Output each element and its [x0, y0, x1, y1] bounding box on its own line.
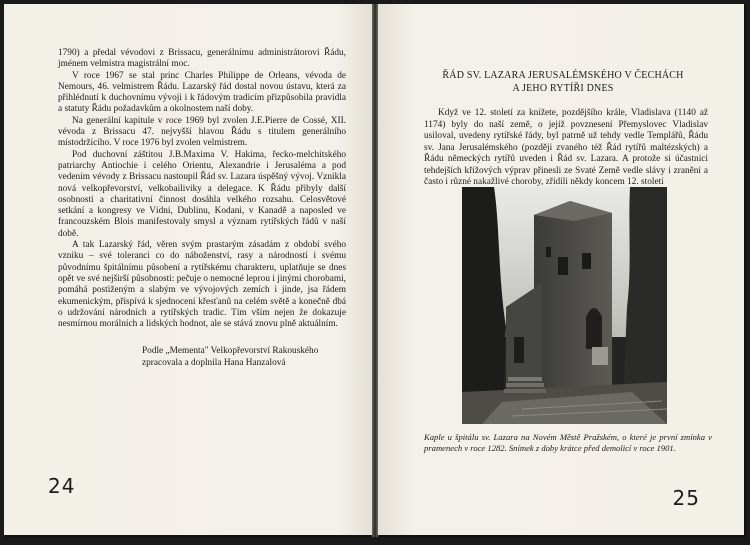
page-number-right: 25	[672, 486, 700, 510]
chapter-title-line-1: ŘÁD SV. LAZARA JERUSALÉMSKÉHO V ČECHÁCH	[442, 70, 684, 81]
paragraph: A tak Lazarský řád, věren svým prastarým zásadám z období svého vzniku – své toleranci co do náboženství, rasy a národností i svému původnímu špitálnímu působení a rytířskému charakteru, uplatňuje se dnes opět ve své nejširší působnosti: pečuje o nemocné leprou i jinými chorobami, pomáhá postiženým a slabým ve vývojových zemích i jinde, jsa řádem ekumenickým, přispívá k sjednocení křesťanů na celém světě a konečně dbá o udržování národních a rytířských tradic. Tím vším nejen že dokazuje nesmírnou morálních a lidských hodnot, ale se stává znovu plně aktuálním.	[58, 240, 346, 330]
photo-caption: Kaple u špitálu sv. Lazara na Novém Městě Pražském, o které je první zmínka v pramenech v roce 1282. Snímek z doby krátce před demolicí v roce 1901.	[424, 432, 712, 453]
credit-line-1: Podle „Mementa" Velkopřevorství Rakouského	[142, 346, 319, 357]
chapel-photo-illustration	[462, 187, 667, 424]
page-number-left: 24	[48, 474, 76, 498]
chapter-title-line-2: A JEHO RYTÍŘI DNES	[512, 82, 614, 94]
left-page	[4, 4, 373, 535]
paragraph: 1790) a předal vévodovi z Brissacu, generálnímu administrátorovi Řádu, jménem velmistra magistrální moc.	[58, 48, 346, 70]
right-page-text	[424, 108, 708, 189]
chapter-title	[418, 70, 708, 95]
right-page	[378, 4, 744, 535]
credit	[58, 346, 346, 369]
paragraph: Když ve 12. století za knížete, pozdějšího krále, Vladislava (1140 až 1174) byly do naší země, o jejíž povznesení Přemyslovec Vladislav usiloval, uvedeny rytířské řády, byl patrně už tehdy vedle Templářů, Řádu sv. Jana Jerusalémského (později zvaného též Řád rytířů maltézských) a Řádu německých rytířů uveden i Řád sv. Lazara. A protože si účastnici tehdejších křížových výprav přinesli ze Svaté Země vedle slávy i zranění a často i různé nakažlivé choroby, zřídili někdy koncem 12. století	[424, 108, 708, 187]
book-spread	[4, 4, 746, 537]
chapel-photo	[462, 187, 667, 424]
left-page-text	[58, 48, 346, 369]
paragraph: V roce 1967 se stal princ Charles Philippe de Orleans, vévoda de Nemours, 46. velmistrem Řádu. Lazarský řád dostal novou ústavu, která za přihlédnutí k duchovnímu vývoji i k řádovým tradicím přizpůsobila pravidla a statuty Řádu požadavkům a okolnostem naší doby.	[58, 70, 346, 115]
paragraph: Na generální kapitule v roce 1969 byl zvolen J.E.Pierre de Cossé, XII. vévoda z Brissacu 47. nejvyšší hlavou Řádu s titulem generálního místodržícího. V roce 1976 byl zvolen velmistrem.	[58, 115, 346, 149]
paragraph: Pod duchovní záštitou J.B.Maxima V. Hakima, řecko-melchitského patriarchy Antiochie i celého Orientu, Alexandrie i Jerusaléma a pod vedením vévody z Brissacu nastoupil Řád sv. Lazara úspěšný vývoj. Vznikla nová velkopřevorství, velkobailiviky a delegace. K Řádu přibyly další osobnosti a charitativní činnost dosáhla velkého rozsahu. Celosvětové setkání a kongresy ve Vídni, Dublinu, Kodani, v Kanadě a naposled ve francouzském Blois manifestovaly smysl a význam rytířských řádů v naší době.	[58, 149, 346, 239]
credit-line-2: zpracovala a doplnila Hana Hanzalová	[142, 357, 286, 368]
